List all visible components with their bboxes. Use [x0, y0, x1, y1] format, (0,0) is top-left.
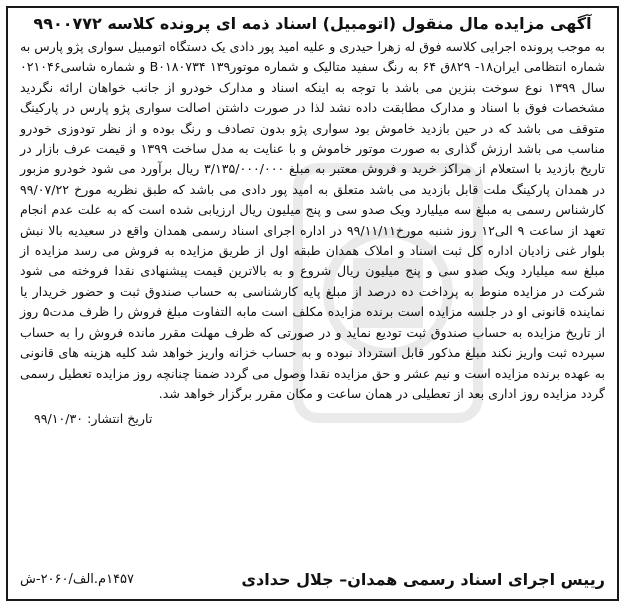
- notice-frame: [6, 6, 619, 601]
- signature-line: رییس اجرای اسناد رسمی همدان– جلال حدادی: [241, 570, 605, 589]
- notice-title: آگهی مزایده مال منقول (اتومبیل) اسناد ذمه ای پرونده کلاسه ۹۹۰۰۷۷۲: [33, 14, 592, 33]
- notice-footer: [20, 567, 605, 593]
- publish-date: تاریخ انتشار: ۹۹/۱۰/۳۰: [34, 411, 153, 427]
- reference-code: ۱۴۵۷م.الف/۲۰۶۰-ش: [20, 572, 135, 587]
- notice-body: به موجب پرونده اجرایی کلاسه فوق له زهرا حیدری و علیه امید پور دادی یک دستگاه اتومبیل سواری پژو پارس به شماره انتظامی ایران۱۸- ۸۲۹ق ۶۴ به رنگ سفید متالیک و شماره موتور۱۳۹ B۰۱۸۰۷۳۴ و شماره شاسی۰۲۱۰۴۶ سال ۱۳۹۹ نوع سوخت بنزین می باشد با توجه به اینکه اسناد و مدارک خودرو از جانب خواهان ارائه نگردید مشخصات فوق با اسناد و مدارک مطابقت داده نشد لذا در صورت داشتن اصالت سواری پژو پارس در پارکینگ متوقف می باشد که در حین بازدید خاموش بود سواری پژو بدون تصادف و رنگ بوده و از نظر تودوزی خودرو مناسب می باشد ارزش گذاری به صورت موتور خاموش و با عنایت به مدل ساخت ۱۳۹۹ و قیمت عرف بازار در تاریخ بازدید با استعلام از مراکز خرید و فروش معتبر به مبلغ ۳/۱۳۵/۰۰۰/۰۰۰ ریال برآورد می شود خودرو مزبور در همدان پارکینگ ملت قابل بازدید می باشد متعلق به امید پور دادی می باشد که طبق نظریه مورخ ۹۹/۰۷/۲۲ کارشناس رسمی به مبلغ سه میلیارد ویک صدو سی و پنج میلیون ریال ارزیابی شده است که به علت عدم انجام تعهد از ساعت ۹ الی۱۲ روز شنبه مورخ۹۹/۱۱/۱۱ در اداره اجرای اسناد رسمی همدان واقع در سعیدیه بالا نبش بلوار غنی زادیان اداره کل ثبت اسناد و املاک همدان طبقه اول از طریق مزایده به فروش می رسد مزایده از مبلغ سه میلیارد ویک صدو سی و پنج میلیون ریال شروع و به بالاترین قیمت پیشنهادی نقدا فروخته می شود شرکت در مزایده منوط به پرداخت ده درصد از مبلغ پایه کارشناسی به حساب صندوق ثبت و حضور خریدار یا نماینده قانونی او در جلسه مزایده است برنده مزایده مکلف است مابه التفاوت مبلغ فروش را ظرف مدت۵ روز از تاریخ مزایده به حساب صندوق ثبت تودیع نماید و در صورتی که ظرف مهلت مقرر مانده فروش را به حساب سپرده ثبت واریز نکند مبلغ مذکور قابل استرداد نبوده و به حساب خزانه واریز خواهد شد کلیه هزینه های قانونی به عهده برنده مزایده است و نیم عشر و حق مزایده نقدا وصول می گردد ضمنا چنانچه روز مزایده تعطیل رسمی گردد مزایده روز اداری بعد از تعطیلی در همان ساعت و مکان مقرر برگزار خواهد شد.: [20, 39, 606, 401]
